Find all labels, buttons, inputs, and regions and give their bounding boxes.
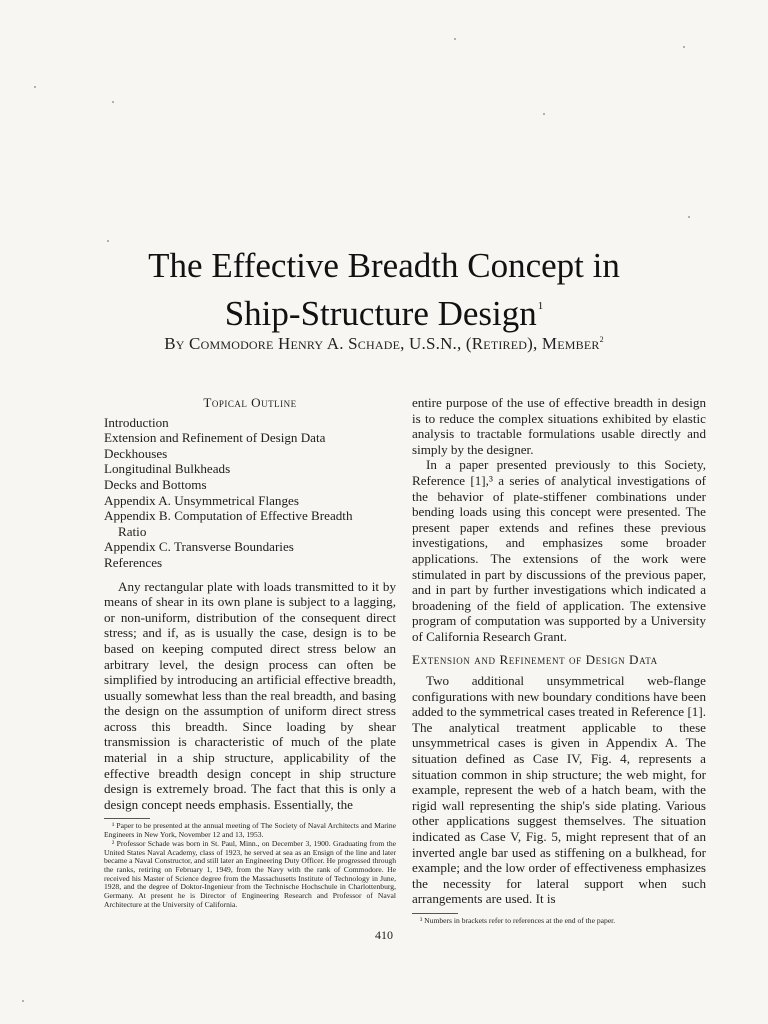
body-paragraph: entire purpose of the use of effective breadth in design is to reduce the complex situations exhibited by elastic analysis to tractable formulations usable directly and simply by the designer. (412, 395, 706, 457)
section-heading: Extension and Refinement of Design Data (412, 651, 658, 667)
scan-speck (543, 113, 545, 115)
scan-speck (112, 101, 114, 103)
author-text: By Commodore Henry A. Schade, U.S.N., (Retired), Member (164, 334, 600, 353)
outline-item: Longitudinal Bulkheads (104, 461, 231, 477)
outline-item: Introduction (104, 414, 169, 430)
outline-item: Ratio (118, 523, 147, 539)
author-footnote-mark: 2 (599, 335, 604, 344)
scan-speck (688, 216, 690, 218)
outline-item: Deckhouses (104, 445, 168, 461)
left-column (104, 395, 396, 909)
footnote-rule (412, 913, 458, 914)
outline-item: Appendix A. Unsymmetrical Flanges (104, 492, 299, 508)
title-line-1: The Effective Breadth Concept in (148, 246, 620, 285)
outline-item: References (104, 554, 163, 570)
scan-speck (34, 86, 36, 88)
section-paragraph: Two additional unsymmetrical web-flange configurations with new boundary conditions have been added to the symmetrical cases treated in Reference [1]. The analytical treatment applicable to these unsymmetrical cases is given in Appendix A. The situation defined as Case IV, Fig. 4, represents a situation common in ship structure; the web might, for example, represent the web of a hatch beam, with the rigid wall representing the ship's side plating. Various other applications suggest themselves. The situation indicated as Case V, Fig. 5, might represent that of an inverted angle bar used as stiffening on a bulkhead, for example; and the low order of effectiveness emphasizes the necessity for lateral support when such arrangements are used. It is (412, 673, 706, 907)
outline-item: Appendix C. Transverse Boundaries (104, 539, 294, 555)
author-byline (0, 334, 768, 354)
page-number: 410 (375, 928, 393, 942)
body-paragraph: In a paper presented previously to this Society, Reference [1],³ a series of analytical investigations of the behavior of plate-stiffener combinations under bending loads using this concept were presented. The present paper extends and refines these previous investigations, and emphasizes some broader applications. The extensions of the work were stimulated in part by discussions of the previous paper, and in part by further investigations which indicated a broadening of the field of application. The extensive program of computation was supported by a University of California Research Grant. (412, 457, 706, 644)
paper-title (0, 246, 768, 334)
intro-paragraph: Any rectangular plate with loads transmitted to it by means of shear in its own plane is subject to a lagging, or non-uniform, distribution of the consequent direct stress; and if, as is usually the case, design is to be based on keeping computed direct stress below an arbitrary level, the design process can often be simplified by introducing an artificial effective breadth, usually somewhat less than the real breadth, and basing the design on the assumption of uniform direct stress across this breadth. Since loading by shear transmission is characteristic of much of the plate material in a ship structure, applicability of the effective breadth design concept in ship structure design is extremely broad. The fact that this is only a design concept needs emphasis. Essentially, the (104, 578, 396, 812)
scan-speck (454, 38, 456, 40)
scan-speck (107, 240, 109, 242)
title-line-2: Ship-Structure Design (224, 294, 537, 333)
scan-speck (22, 1000, 24, 1002)
outline-item: Decks and Bottoms (104, 476, 207, 492)
footnote-1: ¹ Paper to be presented at the annual meeting of The Society of Naval Architects and Marine Engineers in New York, November 12 and 13, 1953. (104, 821, 396, 840)
outline-item: Appendix B. Computation of Effective Breadth (104, 508, 353, 524)
footnote-rule (104, 818, 150, 819)
topical-outline (104, 415, 396, 571)
footnote-2: ² Professor Schade was born in St. Paul, Minn., on December 3, 1900. Graduating from the United States Naval Academy, class of 1923, he served at sea as an Ensign of the line and later became a Naval Constructor, and still later an Engineering Duty Officer. He progressed through the ranks, retiring on February 1, 1949, from the Navy with the rank of Commodore. He received his Master of Science degree from the Massachusetts Institute of Technology in June, 1928, and the degree of Doktor-Ingenieur from the Technische Hochschule in Charlottenburg, Germany. At present he is Director of Engineering Research and Professor of Naval Architecture at the University of California. (104, 838, 396, 909)
outline-item: Extension and Refinement of Design Data (104, 430, 326, 446)
scan-speck (683, 46, 685, 48)
title-footnote-mark: 1 (537, 300, 544, 312)
footnote-3: ³ Numbers in brackets refer to references at the end of the paper. (420, 916, 616, 925)
outline-heading: Topical Outline (203, 395, 297, 410)
right-column (412, 395, 706, 926)
